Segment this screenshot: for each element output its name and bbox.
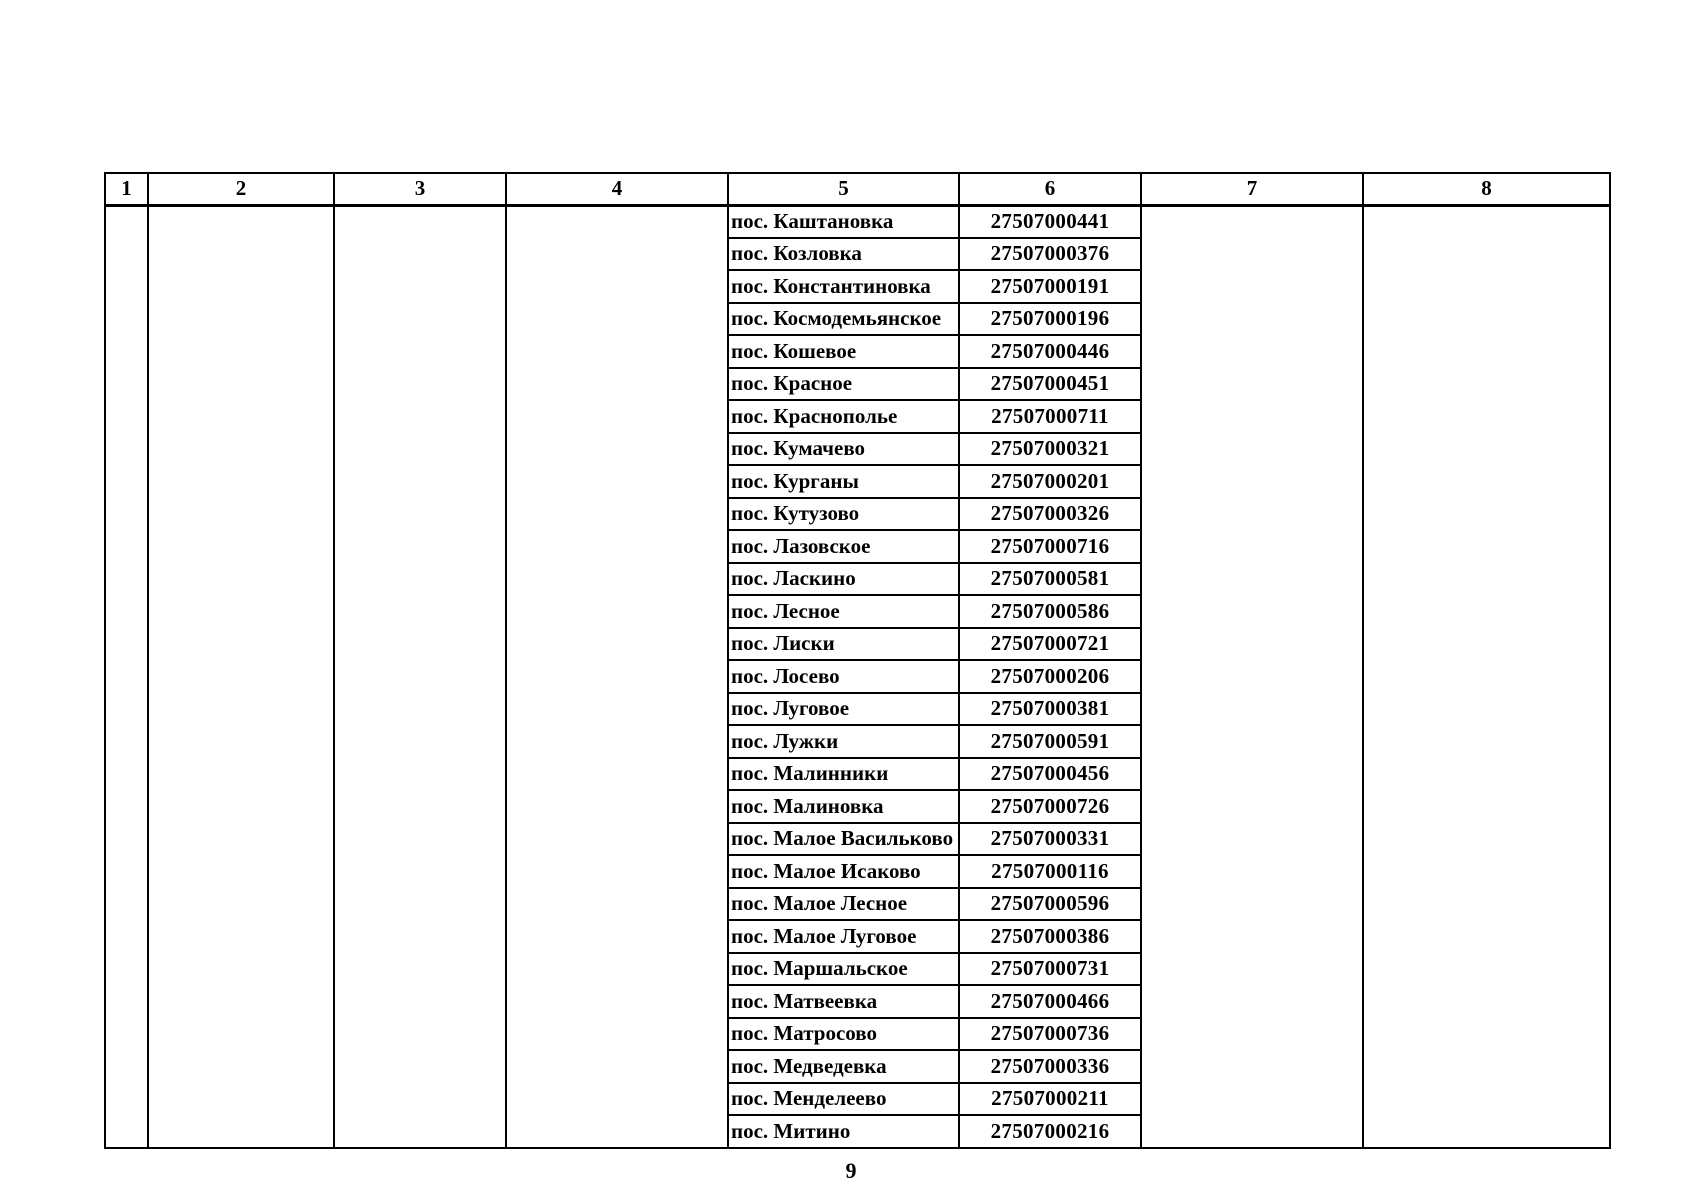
settlement-code-cell: 27507000216 [959, 1115, 1141, 1148]
settlement-code-cell: 27507000211 [959, 1083, 1141, 1116]
table-row [105, 205, 1610, 238]
column-header-7: 7 [1141, 173, 1363, 205]
column-header-8: 8 [1363, 173, 1610, 205]
settlement-name-cell: пос. Малинники [728, 758, 959, 791]
column-header-5: 5 [728, 173, 959, 205]
settlement-code-cell: 27507000386 [959, 920, 1141, 953]
settlement-code-cell: 27507000201 [959, 465, 1141, 498]
settlement-name-cell: пос. Краснополье [728, 400, 959, 433]
settlement-code-cell: 27507000321 [959, 433, 1141, 466]
page-number: 9 [845, 1158, 857, 1183]
settlement-code-cell: 27507000726 [959, 790, 1141, 823]
settlement-name-cell: пос. Матвеевка [728, 985, 959, 1018]
column-header-6: 6 [959, 173, 1141, 205]
column-2-cell [148, 205, 334, 1148]
settlement-name-cell: пос. Лиски [728, 628, 959, 661]
column-4-cell [506, 205, 728, 1148]
column-7-cell [1141, 205, 1363, 1148]
settlement-name-cell: пос. Маршальское [728, 953, 959, 986]
settlement-name-cell: пос. Кошевое [728, 335, 959, 368]
settlement-name-cell: пос. Малиновка [728, 790, 959, 823]
settlement-name-cell: пос. Каштановка [728, 205, 959, 238]
settlement-code-cell: 27507000451 [959, 368, 1141, 401]
settlement-name-cell: пос. Митино [728, 1115, 959, 1148]
settlement-code-cell: 27507000191 [959, 270, 1141, 303]
column-1-cell [105, 205, 148, 1148]
settlement-name-cell: пос. Малое Луговое [728, 920, 959, 953]
settlement-name-cell: пос. Луговое [728, 693, 959, 726]
settlement-name-cell: пос. Константиновка [728, 270, 959, 303]
settlement-code-cell: 27507000326 [959, 498, 1141, 531]
settlement-name-cell: пос. Курганы [728, 465, 959, 498]
settlement-code-cell: 27507000206 [959, 660, 1141, 693]
settlement-code-cell: 27507000446 [959, 335, 1141, 368]
settlement-name-cell: пос. Козловка [728, 238, 959, 271]
settlement-code-cell: 27507000196 [959, 303, 1141, 336]
settlement-name-cell: пос. Малое Исаково [728, 855, 959, 888]
settlement-code-cell: 27507000716 [959, 530, 1141, 563]
settlement-name-cell: пос. Матросово [728, 1018, 959, 1051]
settlement-code-cell: 27507000721 [959, 628, 1141, 661]
settlement-code-cell: 27507000736 [959, 1018, 1141, 1051]
settlement-name-cell: пос. Медведевка [728, 1050, 959, 1083]
settlement-code-cell: 27507000381 [959, 693, 1141, 726]
settlement-code-cell: 27507000116 [959, 855, 1141, 888]
settlement-code-cell: 27507000596 [959, 888, 1141, 921]
settlement-code-cell: 27507000586 [959, 595, 1141, 628]
column-3-cell [334, 205, 506, 1148]
settlement-name-cell: пос. Лесное [728, 595, 959, 628]
settlement-name-cell: пос. Красное [728, 368, 959, 401]
column-header-1: 1 [105, 173, 148, 205]
column-8-cell [1363, 205, 1610, 1148]
settlement-code-cell: 27507000331 [959, 823, 1141, 856]
settlement-name-cell: пос. Космодемьянское [728, 303, 959, 336]
settlement-name-cell: пос. Кутузово [728, 498, 959, 531]
column-header-2: 2 [148, 173, 334, 205]
settlement-code-cell: 27507000591 [959, 725, 1141, 758]
settlement-name-cell: пос. Лужки [728, 725, 959, 758]
settlement-name-cell: пос. Менделеево [728, 1083, 959, 1116]
column-header-4: 4 [506, 173, 728, 205]
settlement-name-cell: пос. Малое Лесное [728, 888, 959, 921]
settlement-code-cell: 27507000456 [959, 758, 1141, 791]
settlement-name-cell: пос. Малое Васильково [728, 823, 959, 856]
settlement-code-cell: 27507000466 [959, 985, 1141, 1018]
settlement-name-cell: пос. Лазовское [728, 530, 959, 563]
settlement-name-cell: пос. Лосево [728, 660, 959, 693]
settlement-code-cell: 27507000711 [959, 400, 1141, 433]
settlement-name-cell: пос. Ласкино [728, 563, 959, 596]
settlement-code-cell: 27507000376 [959, 238, 1141, 271]
settlement-name-cell: пос. Кумачево [728, 433, 959, 466]
settlement-code-cell: 27507000441 [959, 205, 1141, 238]
settlement-code-cell: 27507000336 [959, 1050, 1141, 1083]
column-header-3: 3 [334, 173, 506, 205]
header-row [105, 173, 1610, 205]
settlements-table [104, 172, 1611, 1149]
settlement-code-cell: 27507000581 [959, 563, 1141, 596]
settlement-code-cell: 27507000731 [959, 953, 1141, 986]
